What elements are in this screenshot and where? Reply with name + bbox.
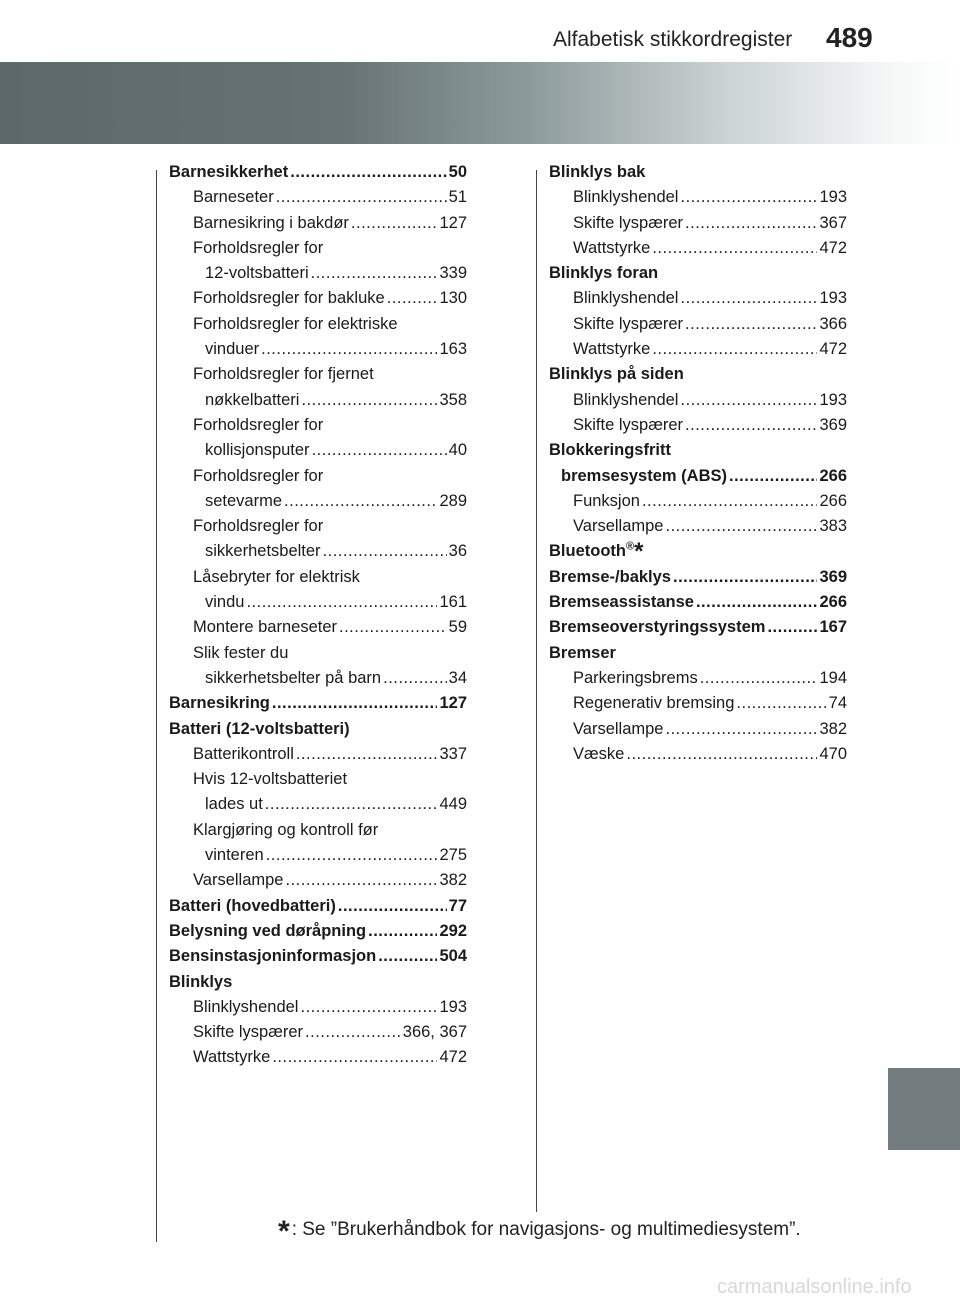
page-reference: 472 [439,1048,467,1067]
index-entry [549,489,847,514]
leader-dots [652,236,817,261]
index-term: Barnesikring i bakdør [193,213,349,232]
leader-dots [767,615,817,640]
index-term: Varsellampe [573,719,664,738]
index-entry [169,388,467,413]
index-entry [169,970,467,995]
page-reference: 266 [819,593,847,612]
index-term: Blinklys [169,972,233,991]
leader-dots [301,388,437,413]
page-reference: 167 [819,618,847,637]
index-entry [169,565,467,590]
page-reference: 449 [439,795,467,814]
index-entry [169,312,467,337]
page-reference: 382 [439,871,467,890]
registered-mark: ® [625,540,635,553]
leader-dots [265,792,438,817]
index-entry [549,590,847,615]
page-reference: 127 [439,694,467,713]
index-term: Parkeringsbrems [573,668,698,687]
page-reference: 472 [819,340,847,359]
leader-dots [685,413,817,438]
page-reference: 193 [819,188,847,207]
index-entry [169,742,467,767]
index-entry [549,362,847,387]
index-term: Låsebryter for elektrisk [193,567,360,586]
index-term: Forholdsregler for fjernet [193,365,374,384]
index-term: Hvis 12-voltsbatteriet [193,770,348,789]
leader-dots [368,919,437,944]
index-term: Forholdsregler for [193,517,324,536]
index-entry [169,236,467,261]
page-reference: 275 [439,846,467,865]
index-term: Væske [573,744,625,763]
leader-dots [665,514,817,539]
index-term: vinteren [205,846,264,865]
watermark: carmanualsonline.info [717,1276,912,1298]
index-entry [169,894,467,919]
index-entry [169,767,467,792]
header-banner [0,62,960,144]
index-entry [169,944,467,969]
index-term: Varsellampe [573,517,664,536]
leader-dots [305,1020,401,1045]
leader-dots [696,590,818,615]
column-divider [536,170,537,1212]
index-entry [549,691,847,716]
index-term: 12-voltsbatteri [205,264,309,283]
page-number: 489 [826,22,873,53]
leader-dots [290,160,446,185]
index-term: Klargjøring og kontroll før [193,820,379,839]
page-reference: 382 [819,719,847,738]
leader-dots [311,261,438,286]
leader-dots [736,691,826,716]
index-term: Bremser [549,643,616,662]
index-term: Blinklyshendel [193,997,299,1016]
index-entry [169,818,467,843]
index-term: nøkkelbatteri [205,390,300,409]
index-entry [169,843,467,868]
index-entry [549,236,847,261]
index-entry [169,514,467,539]
leader-dots [272,1045,437,1070]
footnote-text: : Se ”Brukerhåndbok for navigasjons- og multimediesystem”. [291,1219,801,1240]
index-entry [169,590,467,615]
leader-dots [626,742,817,767]
index-term: Barnesikring [169,694,270,713]
page-reference: 127 [439,213,467,232]
page-reference: 289 [439,491,467,510]
page-reference: 369 [819,415,847,434]
page-reference: 77 [448,896,467,915]
page-reference: 193 [819,289,847,308]
index-term: setevarme [205,491,283,510]
leader-dots [700,666,818,691]
index-term: vinduer [205,340,260,359]
page-reference: 366, 367 [402,1023,467,1042]
leader-dots [680,185,817,210]
index-entry [169,539,467,564]
page-reference: 367 [819,213,847,232]
index-entry [169,641,467,666]
index-term: Blinklyshendel [573,289,679,308]
index-term: Forholdsregler for [193,466,324,485]
index-entry [549,742,847,767]
index-term: Blinklyshendel [573,188,679,207]
page-reference: 337 [439,744,467,763]
leader-dots [261,337,437,362]
index-term: Regenerativ bremsing [573,694,735,713]
index-term: Varsellampe [193,871,284,890]
index-column-right [549,160,847,767]
index-term: Barneseter [193,188,274,207]
leader-dots [383,666,447,691]
leader-dots [266,843,438,868]
page-reference: 163 [439,340,467,359]
page-reference: 74 [828,694,847,713]
index-entry [169,666,467,691]
index-entry [169,995,467,1020]
index-term: lades ut [205,795,263,814]
index-entry [169,717,467,742]
leader-dots [673,565,817,590]
page-reference: 51 [448,188,467,207]
index-term: Blinklyshendel [573,390,679,409]
index-entry [169,362,467,387]
leader-dots [323,539,447,564]
index-term: Bremse-/baklys [549,567,671,586]
leader-dots [246,590,437,615]
index-entry [549,211,847,236]
index-term: kollisjonsputer [205,441,310,460]
index-entry [169,615,467,640]
index-entry [549,261,847,286]
page-reference: 369 [819,567,847,586]
leader-dots [685,312,817,337]
index-entry [169,464,467,489]
leader-dots [665,717,817,742]
index-entry [549,160,847,185]
index-term: Skifte lyspærer [193,1023,304,1042]
index-entry [549,388,847,413]
index-term: Batteri (hovedbatteri) [169,896,336,915]
index-entry [169,919,467,944]
index-term: Barnesikkerhet [169,163,289,181]
page-reference: 383 [819,517,847,536]
index-entry [549,514,847,539]
index-entry [549,641,847,666]
index-entry [549,286,847,311]
index-entry [549,615,847,640]
index-term: Batteri (12-voltsbatteri) [169,719,350,738]
index-term: Blinklys på siden [549,365,684,384]
index-entry [549,337,847,362]
index-term: Bluetooth [549,542,626,561]
page-reference: 358 [439,390,467,409]
index-entry [549,438,847,463]
index-term: Skifte lyspærer [573,314,684,333]
leader-dots [378,944,437,969]
index-entry [169,160,467,185]
leader-dots [387,286,438,311]
index-term: Wattstyrke [193,1048,271,1067]
index-term: Funksjon [573,491,640,510]
index-term: vindu [205,593,245,612]
leader-dots [652,337,817,362]
index-entry [169,337,467,362]
index-entry [549,717,847,742]
index-term: Bremseassistanse [549,593,694,612]
index-term: Bremseoverstyringssystem [549,618,766,637]
leader-dots [729,464,817,489]
leader-dots [338,894,447,919]
left-margin-rule [156,170,157,1242]
index-entry [169,413,467,438]
leader-dots [285,868,437,893]
index-entry [549,312,847,337]
leader-dots [680,286,817,311]
index-term: Slik fester du [193,643,289,662]
index-term: Belysning ved døråpning [169,921,367,940]
index-term: Montere barneseter [193,618,337,637]
index-term: Wattstyrke [573,238,651,257]
leader-dots [351,211,438,236]
leader-dots [272,691,438,716]
index-term: bremsesystem (ABS) [561,466,727,485]
leader-dots [642,489,818,514]
page-reference: 36 [448,542,467,561]
page-reference: 472 [819,238,847,257]
index-entry [549,413,847,438]
page-reference: 266 [819,491,847,510]
page-reference: 266 [819,466,847,485]
page-reference: 34 [448,668,467,687]
index-entry [549,565,847,590]
leader-dots [680,388,817,413]
page-reference: 292 [439,921,467,940]
page-reference: 339 [439,264,467,283]
leader-dots [300,995,437,1020]
index-entry [169,286,467,311]
index-term: Forholdsregler for bakluke [193,289,385,308]
page-reference: 366 [819,314,847,333]
index-term: Bensinstasjoninformasjon [169,947,377,966]
leader-dots [296,742,438,767]
index-entry [169,185,467,210]
index-term: Blokkeringsfritt [549,441,671,460]
leader-dots [312,438,447,463]
footnote [278,1209,801,1248]
index-term: Forholdsregler for [193,415,324,434]
index-entry [169,489,467,514]
index-entry [169,691,467,716]
index-entry [169,211,467,236]
index-term: sikkerhetsbelter på barn [205,668,382,687]
section-tab [888,1068,960,1150]
leader-dots [284,489,437,514]
page-header [0,0,960,62]
index-term: Skifte lyspærer [573,213,684,232]
page-reference: 193 [819,390,847,409]
index-term: Wattstyrke [573,340,651,359]
section-title: Alfabetisk stikkordregister [553,28,793,51]
page-reference: 40 [448,441,467,460]
footnote-asterisk: * [278,1215,290,1248]
index-entry [169,261,467,286]
index-term: Forholdsregler for [193,238,324,257]
index-column-left [169,160,467,1071]
index-entry [549,539,847,564]
index-term: Skifte lyspærer [573,415,684,434]
page-reference: 50 [448,163,467,181]
index-entry [169,1020,467,1045]
footnote-marker: * [634,538,644,566]
index-entry [549,464,847,489]
index-term: Blinklys bak [549,163,646,181]
index-entry [169,438,467,463]
index-entry [549,666,847,691]
index-entry [549,185,847,210]
leader-dots [339,615,447,640]
page-reference: 161 [439,593,467,612]
page-reference: 194 [819,668,847,687]
index-term: Blinklys foran [549,264,659,283]
page-reference: 59 [448,618,467,637]
page-reference: 470 [819,744,847,763]
index-term: sikkerhetsbelter [205,542,321,561]
page-reference: 193 [439,997,467,1016]
leader-dots [276,185,447,210]
index-entry [169,868,467,893]
page-reference: 504 [439,947,467,966]
index-term: Batterikontroll [193,744,294,763]
index-term: Forholdsregler for elektriske [193,314,398,333]
index-entry [169,1045,467,1070]
leader-dots [685,211,817,236]
index-entry [169,792,467,817]
page-reference: 130 [439,289,467,308]
